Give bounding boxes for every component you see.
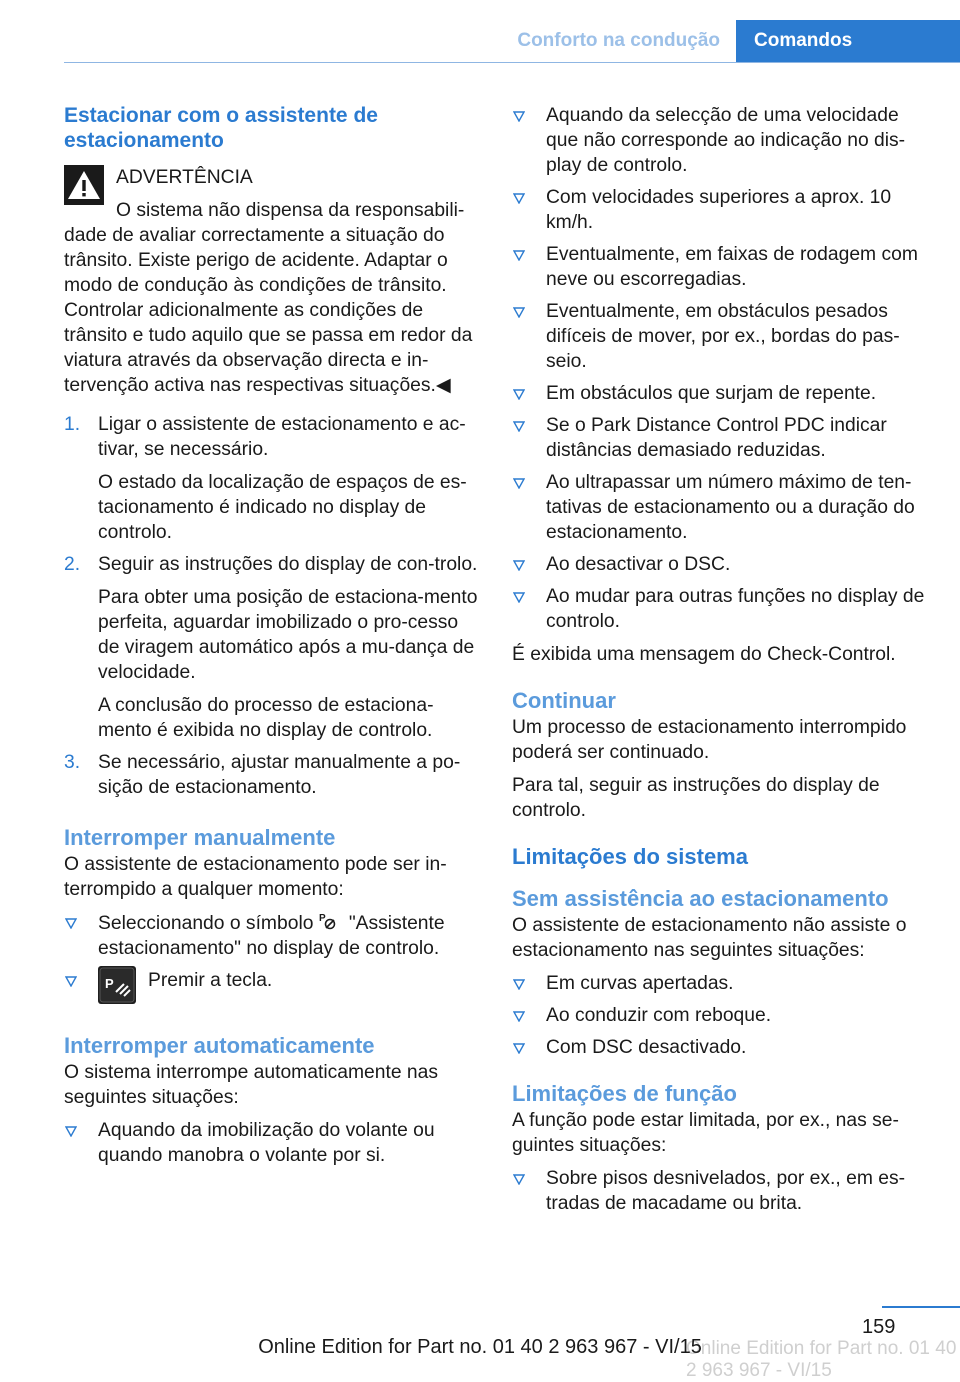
list-item [512, 1003, 928, 1028]
auto-item-text: Eventualmente, em obstáculos pesados difíceis de mover, por ex., bordas do pas-seio. [546, 301, 900, 372]
func-item-text: Sobre pisos desnivelados, por ex., em es-tradas de macadame ou brita. [546, 1168, 906, 1214]
limits-heading: Limitações do sistema [512, 844, 748, 869]
bullet-triangle-icon [513, 421, 525, 432]
list-item [512, 185, 928, 235]
continue-heading: Continuar [512, 688, 616, 713]
page-number: 159 [862, 1316, 896, 1338]
bullet-triangle-icon [513, 1043, 525, 1054]
auto-intro: O sistema interrompe automaticamente nas seguintes situações: [64, 1062, 439, 1108]
func-intro: A função pode estar limitada, por ex., nas se-guintes situações: [512, 1110, 899, 1156]
bullet-triangle-icon [513, 1011, 525, 1022]
list-item [64, 910, 480, 961]
list-item [512, 470, 928, 545]
left-column [64, 103, 480, 1168]
warning-text: dade de avaliar correctamente a situação do trânsito. Existe perigo de acidente. Adaptar o modo de condução às condições de trânsito. Controlar adicionalmente as condições de trânsito e tudo aquilo que se passa em redor da viatura através da observação directa e in-tervenção activa nas respectivas situações.◀ [64, 225, 473, 396]
warning-label: ADVERTÊNCIA [116, 167, 253, 188]
bullet-triangle-icon [513, 1174, 525, 1185]
bullet-triangle-icon [513, 979, 525, 990]
footer-rule [882, 1306, 960, 1308]
auto-list-left [64, 1118, 480, 1168]
header-rule [64, 62, 960, 63]
step-text: Se necessário, ajustar manualmente a po-sição de estacionamento. [98, 752, 461, 798]
checkcontrol-text: É exibida uma mensagem do Check-Control. [512, 644, 896, 665]
list-item [512, 1035, 928, 1060]
func-heading: Limitações de função [512, 1081, 737, 1106]
list-item [512, 413, 928, 463]
bullet-triangle-icon [513, 193, 525, 204]
auto-list-right [512, 103, 928, 634]
step-note: O estado da localização de espaços de es-tacionamento é indicado no display de controlo. [98, 472, 467, 543]
auto-item-text: Com velocidades superiores a aprox. 10 km/h. [546, 187, 892, 233]
list-item [64, 968, 480, 1008]
step-note: Para obter uma posição de estaciona-mento perfeita, aguardar imobilizado o pro-cesso de viragem automático após a mu-dança de velocidade. [98, 587, 478, 683]
warning-block [64, 165, 480, 398]
bullet-triangle-icon [513, 560, 525, 571]
bullet-triangle-icon [513, 592, 525, 603]
noassist-item-text: Em curvas apertadas. [546, 973, 734, 994]
auto-item-text: Ao mudar para outras funções no display de controlo. [546, 586, 925, 632]
parking-assistant-button-icon [98, 966, 136, 1004]
manual-intro: O assistente de estacionamento pode ser in-terrompido a qualquer momento: [64, 854, 447, 900]
noassist-item-text: Ao conduzir com reboque. [546, 1005, 772, 1026]
auto-item-text: Se o Park Distance Control PDC indicar distâncias demasiado reduzidas. [546, 415, 887, 461]
bullet-triangle-icon [65, 976, 77, 987]
auto-heading: Interromper automaticamente [64, 1033, 375, 1058]
list-item [512, 242, 928, 292]
step-text: Seguir as instruções do display de con-trolo. [98, 554, 478, 575]
manual-heading: Interromper manualmente [64, 825, 336, 850]
bullet-triangle-icon [513, 250, 525, 261]
auto-item-text: Em obstáculos que surjam de repente. [546, 383, 877, 404]
bullet-triangle-icon [65, 918, 77, 929]
manual-item-text: Seleccionando o símbolo P "Assistente estacionamento" no display de controlo. [98, 910, 480, 961]
list-item [64, 412, 480, 545]
right-column [512, 103, 928, 1216]
noassist-list [512, 971, 928, 1060]
list-item [512, 971, 928, 996]
list-item [512, 299, 928, 374]
list-item [512, 103, 928, 178]
watermark: Online Edition for Part no. 01 40 2 963 967 - VI/15 [686, 1338, 957, 1381]
step-number: 2. [64, 554, 81, 575]
footer-edition: Online Edition for Part no. 01 40 2 963 967 - VI/15 [258, 1336, 702, 1358]
bullet-triangle-icon [65, 1126, 77, 1137]
func-list [512, 1166, 928, 1216]
continue-text: Para tal, seguir as instruções do display de controlo. [512, 775, 880, 821]
list-item [64, 552, 480, 743]
warning-text-first: O sistema não dispensa da responsabili- [116, 200, 465, 221]
list-item [512, 381, 928, 406]
step-number: 3. [64, 752, 81, 773]
list-item [512, 584, 928, 634]
parking-assistant-icon [317, 910, 339, 932]
auto-item-text: Ao desactivar o DSC. [546, 554, 731, 575]
auto-item-text: Aquando da imobilização do volante ou quando manobra o volante por si. [98, 1120, 435, 1166]
noassist-item-text: Com DSC desactivado. [546, 1037, 747, 1058]
manual-item-text: Premir a tecla. [148, 970, 273, 991]
list-item [512, 1166, 928, 1216]
bullet-triangle-icon [513, 389, 525, 400]
section-title: Estacionar com o assistente de estacionamento [64, 104, 378, 152]
list-item [64, 750, 480, 800]
auto-item-text: Aquando da selecção de uma velocidade que não corresponde ao indicação no dis-play de controlo. [546, 105, 906, 176]
auto-item-text: Ao ultrapassar um número máximo de ten-tativas de estacionamento ou a duração do estacionamento. [546, 472, 915, 543]
list-item [512, 552, 928, 577]
header-chapter-tab: Comandos [736, 20, 960, 62]
warning-triangle-icon [64, 165, 104, 205]
bullet-triangle-icon [513, 111, 525, 122]
svg-text:P: P [319, 913, 327, 924]
step-note: A conclusão do processo de estaciona-mento é exibida no display de controlo. [98, 695, 434, 741]
header-section-title: Conforto na condução [517, 30, 720, 51]
continue-text: Um processo de estacionamento interrompido poderá ser continuado. [512, 717, 907, 763]
svg-text:P: P [105, 976, 114, 991]
bullet-triangle-icon [513, 307, 525, 318]
auto-item-text: Eventualmente, em faixas de rodagem com neve ou escorregadias. [546, 244, 918, 290]
noassist-heading: Sem assistência ao estacionamento [512, 886, 889, 911]
step-number: 1. [64, 414, 81, 435]
steps-list [64, 412, 480, 800]
noassist-intro: O assistente de estacionamento não assiste o estacionamento nas seguintes situações: [512, 915, 907, 961]
manual-list [64, 910, 480, 1008]
bullet-triangle-icon [513, 478, 525, 489]
list-item [64, 1118, 480, 1168]
step-text: Ligar o assistente de estacionamento e ac-tivar, se necessário. [98, 414, 466, 460]
